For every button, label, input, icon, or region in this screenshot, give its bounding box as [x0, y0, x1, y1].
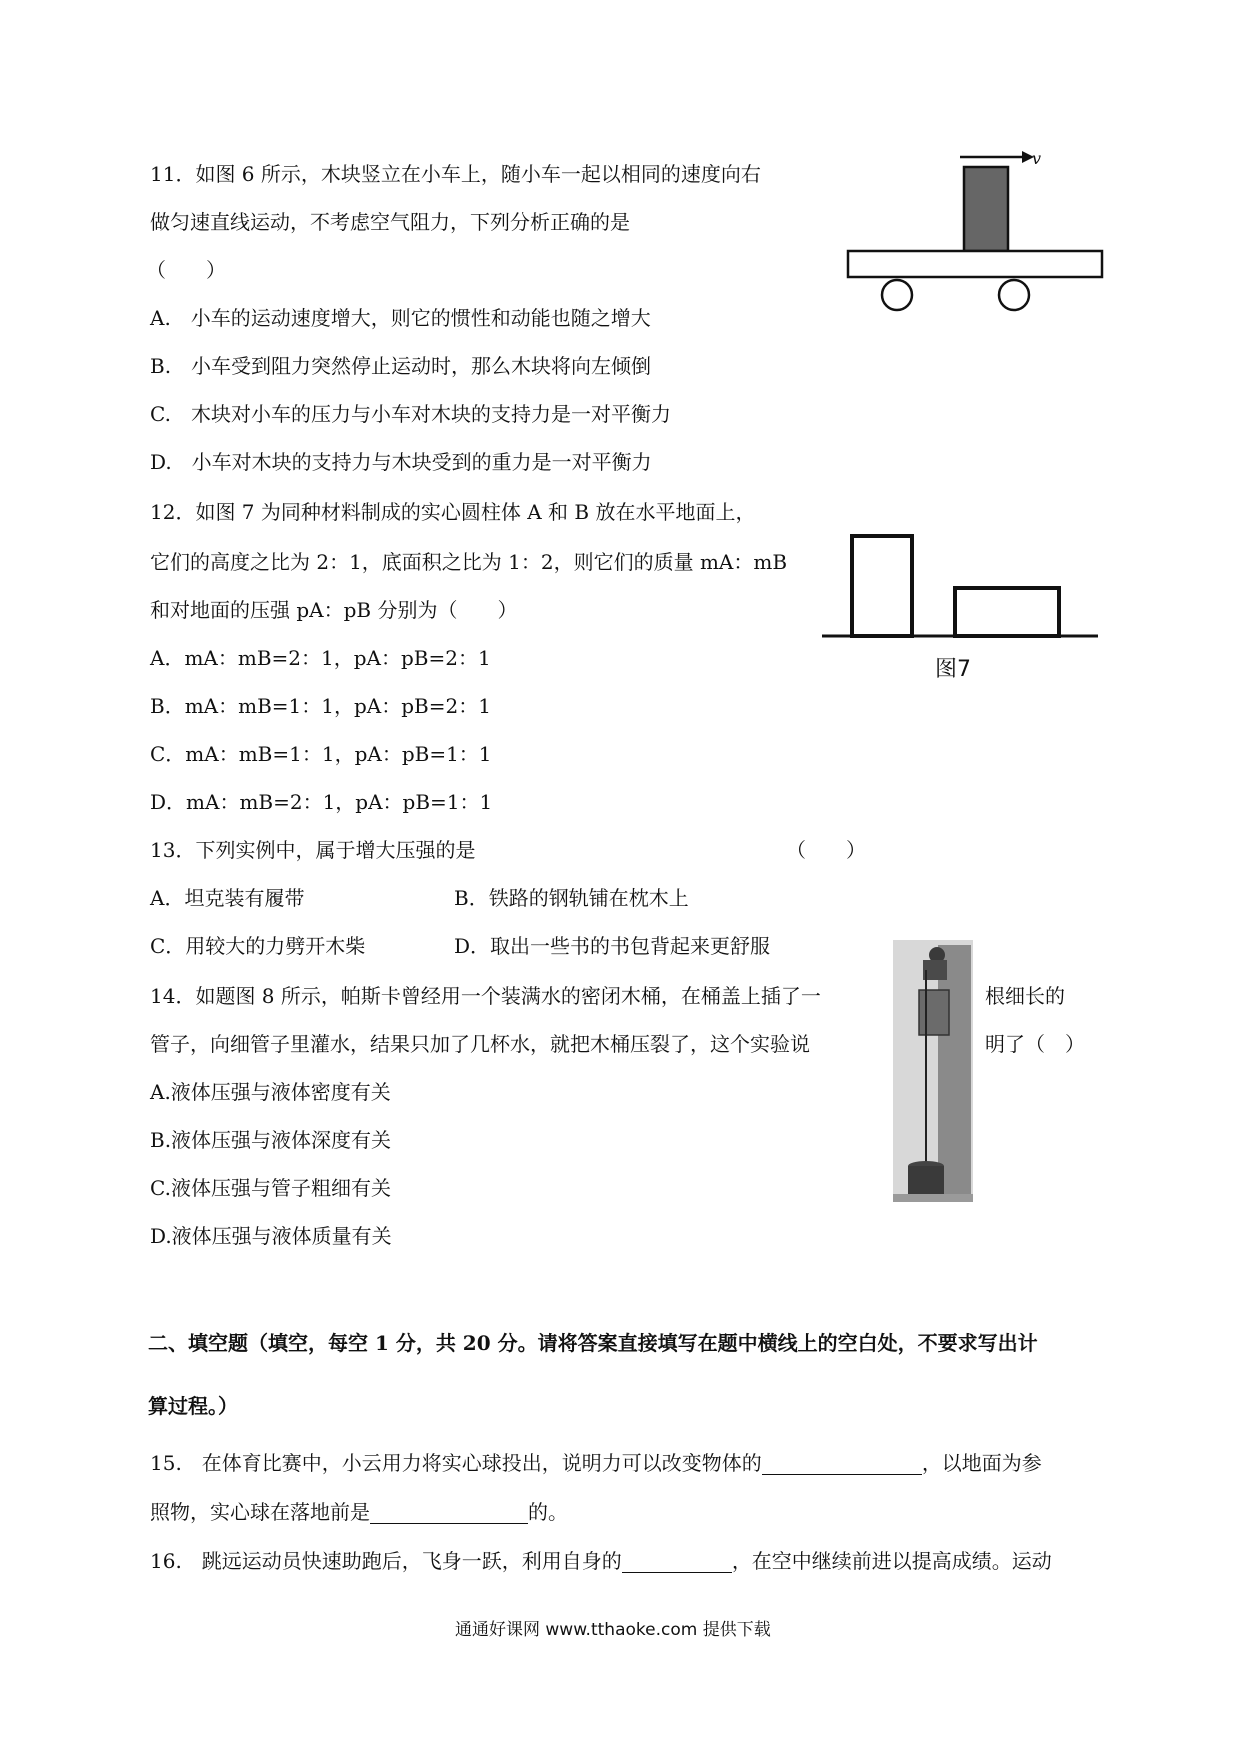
q16-line1-text-b: ，在空中继续前进以提高成绩。运动	[731, 1549, 1052, 1573]
q12-line1: 12．如图 7 为同种材料制成的实心圆柱体 A 和 B 放在水平地面上，	[150, 500, 756, 524]
q12-option-d: D．mA：mB=2：1，pA：pB=1：1	[150, 790, 493, 814]
q13-answer-paren: （ ）	[786, 838, 866, 862]
q16-blank-1[interactable]	[622, 1552, 732, 1573]
q11-line2: 做匀速直线运动，不考虑空气阻力，下列分析正确的是	[150, 210, 630, 234]
q12-option-c: C．mA：mB=1：1，pA：pB=1：1	[150, 742, 492, 766]
q14-line1-left: 14．如题图 8 所示，帕斯卡曾经用一个装满水的密闭木桶，在桶盖上插了一	[150, 984, 821, 1008]
q15-line2-text-b: 的。	[528, 1500, 568, 1524]
q13-option-b: B．铁路的钢轨铺在枕木上	[454, 886, 689, 910]
q14-line2-right: 明了（ ）	[985, 1032, 1085, 1056]
q15-line1-text-a: 15. 在体育比赛中，小云用力将实心球投出，说明力可以改变物体的	[150, 1451, 762, 1475]
q16-line1	[150, 1549, 1052, 1573]
cart-wheel-right	[999, 280, 1029, 310]
q15-blank-1[interactable]	[762, 1454, 922, 1475]
q11-line1: 11．如图 6 所示，木块竖立在小车上，随小车一起以相同的速度向右	[150, 162, 761, 186]
q15-line1-text-b: ，以地面为参	[921, 1451, 1042, 1475]
q11-option-a: A. 小车的运动速度增大，则它的惯性和动能也随之增大	[150, 306, 651, 330]
q14-option-d: D.液体压强与液体质量有关	[150, 1224, 392, 1248]
block	[964, 167, 1008, 251]
q11-option-d: D. 小车对木块的支持力与木块受到的重力是一对平衡力	[150, 450, 652, 474]
cylinder-b	[955, 588, 1059, 636]
section-2-heading-line1: 二、填空题（填空，每空 1 分，共 20 分。请将答案直接填写在题中横线上的空白处，不要求写出计	[148, 1331, 1038, 1355]
q12-option-a: A．mA：mB=2：1，pA：pB=2：1	[150, 646, 491, 670]
q15-line2-text-a: 照物，实心球在落地前是	[150, 1500, 370, 1524]
q12-line3: 和对地面的压强 pA：pB 分别为（ ）	[150, 598, 518, 622]
q14-option-b: B.液体压强与液体深度有关	[150, 1128, 392, 1152]
ground	[893, 1194, 973, 1202]
q13-option-d: D．取出一些书的书包背起来更舒服	[454, 934, 771, 958]
q13-line1: 13．下列实例中，属于增大压强的是	[150, 838, 476, 862]
q15-line1	[150, 1451, 1042, 1475]
q13-option-a: A．坦克装有履带	[150, 886, 305, 910]
q14-option-a: A.液体压强与液体密度有关	[150, 1080, 391, 1104]
figure-7-label: 图7	[935, 657, 971, 682]
page-footer: 通通好课网 www.tthaoke.com 提供下载	[455, 1620, 771, 1640]
q11-answer-paren: （ ）	[146, 258, 226, 282]
building-wall	[938, 945, 971, 1197]
q11-option-b: B. 小车受到阻力突然停止运动时，那么木块将向左倾倒	[150, 354, 652, 378]
q14-option-c: C.液体压强与管子粗细有关	[150, 1176, 391, 1200]
figure-8-pascal-barrel	[893, 940, 973, 1202]
q13-option-c: C．用较大的力劈开木柴	[150, 934, 366, 958]
q11-option-c: C. 木块对小车的压力与小车对木块的支持力是一对平衡力	[150, 402, 671, 426]
q15-line2	[150, 1500, 568, 1524]
q14-line1-right: 根细长的	[985, 984, 1065, 1008]
figure-6-velocity-label: v	[1032, 149, 1042, 168]
section-2-heading-line2: 算过程。）	[148, 1394, 238, 1418]
figure-6-cart	[840, 145, 1110, 315]
cylinder-a	[852, 536, 912, 636]
figure-7-cylinders	[820, 530, 1100, 645]
window-frame	[919, 990, 949, 1035]
q12-line2: 它们的高度之比为 2：1，底面积之比为 1：2，则它们的质量 mA：mB	[150, 550, 788, 574]
barrel	[908, 1166, 944, 1196]
cart-wheel-left	[882, 280, 912, 310]
q15-blank-2[interactable]	[370, 1503, 528, 1524]
q16-line1-text-a: 16. 跳远运动员快速助跑后，飞身一跃，利用自身的	[150, 1549, 622, 1573]
q14-line2-left: 管子，向细管子里灌水，结果只加了几杯水，就把木桶压裂了，这个实验说	[150, 1032, 810, 1056]
q12-option-b: B．mA：mB=1：1，pA：pB=2：1	[150, 694, 491, 718]
cart-body	[848, 251, 1102, 277]
